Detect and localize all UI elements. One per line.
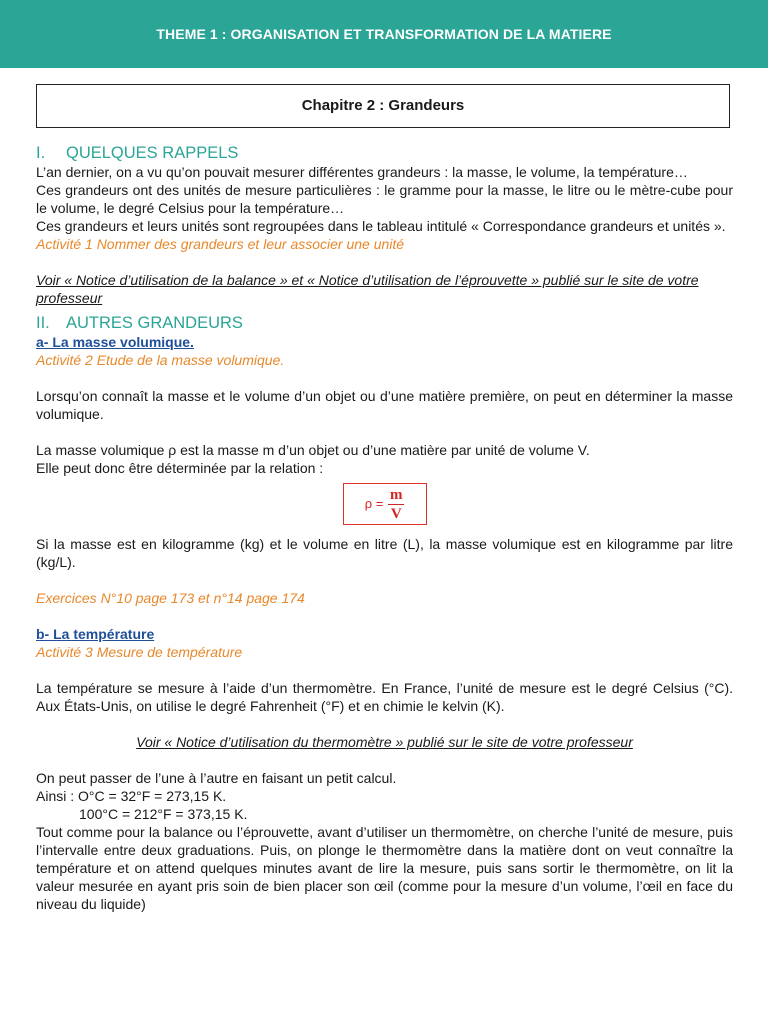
paragraph: La température se mesure à l’aide d’un thermomètre. En France, l’unité de mesure est le degré Celsius (°C). Aux États-Unis, on utilise le degré Fahrenheit (°F) et en chimie le kelvin (K). xyxy=(36,680,733,714)
chapter-title-box xyxy=(36,84,730,128)
document-body xyxy=(36,143,733,913)
notice-link-balance[interactable]: Voir « Notice d’utilisation de la balance » et « Notice d’utilisation de l’éprouvette » publié sur le site de votre professeur xyxy=(36,272,699,306)
section-1-number: I. xyxy=(36,144,46,162)
section-1-title: QUELQUES RAPPELS xyxy=(66,144,239,162)
section-2-number: II. xyxy=(36,314,50,332)
theme-banner xyxy=(0,0,768,68)
activity-1-link[interactable]: Activité 1 Nommer des grandeurs et leur associer une unité xyxy=(36,236,405,252)
section-1-heading xyxy=(36,143,733,163)
theme-title: THEME 1 : ORGANISATION ET TRANSFORMATION DE LA MATIERE xyxy=(156,26,612,42)
paragraph: La masse volumique ρ est la masse m d’un objet ou d’une matière par unité de volume V. xyxy=(36,442,590,458)
activity-2-link[interactable]: Activité 2 Etude de la masse volumique. xyxy=(36,352,285,368)
conversion-line-1: Ainsi : O°C = 32°F = 273,15 K. xyxy=(36,788,227,804)
density-formula-box xyxy=(343,483,427,525)
fraction-bar xyxy=(388,504,404,505)
chapter-title: Chapitre 2 : Grandeurs xyxy=(301,97,465,114)
exercises-reference[interactable]: Exercices N°10 page 173 et n°14 page 174 xyxy=(36,590,305,606)
paragraph: On peut passer de l’une à l’autre en faisant un petit calcul. xyxy=(36,770,397,786)
section-2-heading xyxy=(36,313,733,333)
formula-lhs: ρ = xyxy=(364,496,384,511)
paragraph: L’an dernier, on a vu qu’on pouvait mesurer différentes grandeurs : la masse, le volume, la température… xyxy=(36,164,688,180)
formula-numerator: m xyxy=(390,486,403,503)
activity-3-link[interactable]: Activité 3 Mesure de température xyxy=(36,644,243,660)
subsection-b-title[interactable]: b- La température xyxy=(36,626,155,642)
formula-fraction xyxy=(388,487,404,522)
formula-container xyxy=(36,483,733,525)
paragraph: Si la masse est en kilogramme (kg) et le volume en litre (L), la masse volumique est en kilogramme par litre (kg/L). xyxy=(36,536,733,570)
formula-denominator: V xyxy=(390,505,402,522)
section-2-title: AUTRES GRANDEURS xyxy=(66,314,243,332)
paragraph: Tout comme pour la balance ou l’éprouvette, avant d’utiliser un thermomètre, on cherche l’unité de mesure, puis l’intervalle entre deux graduations. Puis, on plonge le thermomètre dans la matière dont on veut connaître la température et on attend quelques minutes avant de lire la mesure, puis sans sortir le thermomètre, on lit la valeur mesurée en ayant pris soin de bien placer son œil (comme pour la mesure d’un volume, l’œil en face du niveau du liquide) xyxy=(36,824,733,912)
notice-link-thermometre[interactable]: Voir « Notice d’utilisation du thermomètre » publié sur le site de votre professeur xyxy=(136,734,633,750)
paragraph: Lorsqu’on connaît la masse et le volume d’un objet ou d’une matière première, on peut en déterminer la masse volumique. xyxy=(36,388,733,422)
paragraph: Ces grandeurs et leurs unités sont regroupées dans le tableau intitulé « Correspondance grandeurs et unités ». xyxy=(36,218,726,234)
paragraph: Elle peut donc être déterminée par la relation : xyxy=(36,460,324,476)
paragraph: Ces grandeurs ont des unités de mesure particulières : le gramme pour la masse, le litre ou le mètre-cube pour le volume, le degré Celsius pour la température… xyxy=(36,182,733,216)
subsection-a-title[interactable]: a- La masse volumique. xyxy=(36,334,194,350)
conversion-line-2: 100°C = 212°F = 373,15 K. xyxy=(79,806,248,822)
